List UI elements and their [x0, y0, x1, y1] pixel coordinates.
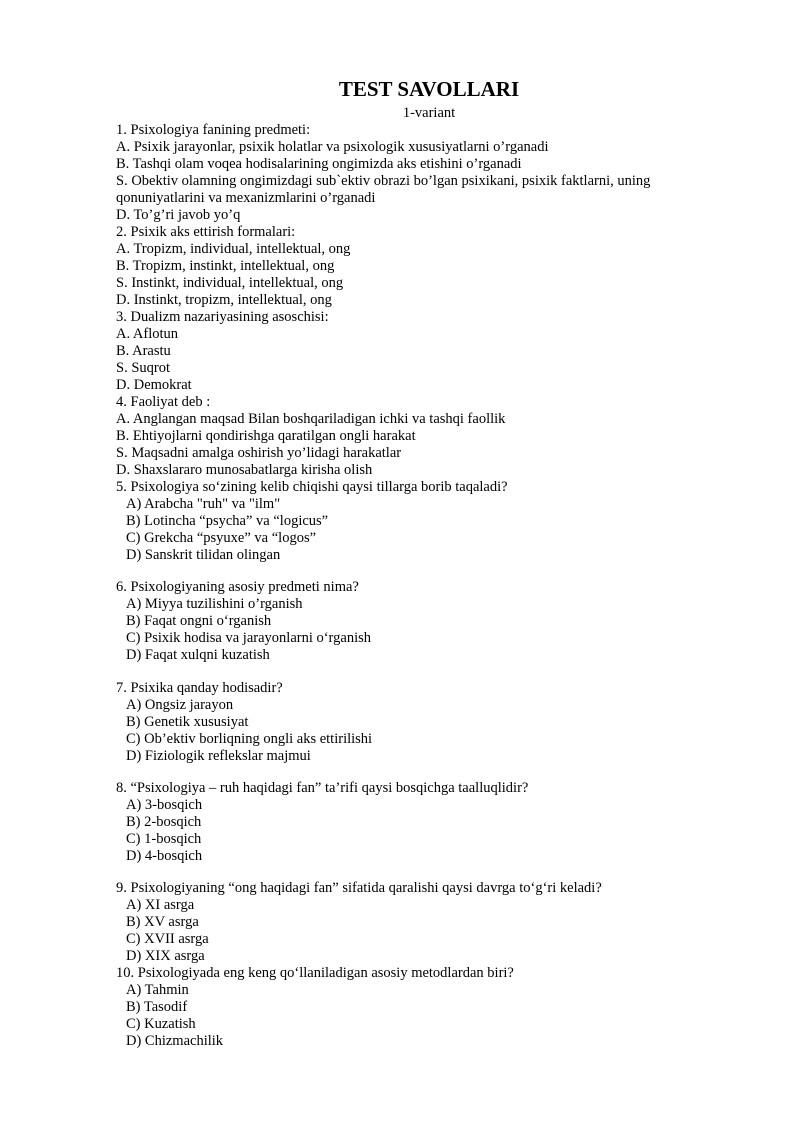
question-text: 9. Psixologiyaning “ong haqidagi fan” sifatida qaralishi qaysi davrga to‘g‘ri keladi?	[116, 880, 602, 896]
answer-option: A) XI asrga	[126, 897, 195, 913]
answer-option: S. Instinkt, individual, intellektual, ong	[116, 275, 344, 291]
answer-option: D. Demokrat	[116, 377, 192, 393]
question-text: 4. Faoliyat deb :	[116, 394, 211, 410]
answer-option: D. To’g’ri javob yo’q	[116, 207, 241, 223]
question-block-9-10	[116, 880, 676, 1050]
question-block-1-4	[116, 122, 676, 479]
answer-option: B. Arastu	[116, 343, 171, 359]
answer-option: S. Maqsadni amalga oshirish yo’lidagi harakatlar	[116, 445, 402, 461]
answer-option: A) 3-bosqich	[126, 797, 203, 813]
answer-option: A) Ongsiz jarayon	[126, 697, 234, 713]
answer-option: A. Aflotun	[116, 326, 179, 342]
answer-option: A) Tahmin	[126, 982, 189, 998]
answer-option: B) 2-bosqich	[126, 814, 202, 830]
answer-option: D) Fiziologik reflekslar majmui	[126, 748, 311, 764]
answer-option: B) Tasodif	[126, 999, 188, 1015]
answer-option: B) Faqat ongni o‘rganish	[126, 613, 272, 629]
answer-option: B) Lotincha “psycha” va “logicus”	[126, 513, 329, 529]
answer-option: B. Tashqi olam voqea hodisalarining ongimizda aks etishini o’rganadi	[116, 156, 522, 172]
answer-option: B) Genetik xususiyat	[126, 714, 249, 730]
answer-option: B. Ehtiyojlarni qondirishga qaratilgan ongli harakat	[116, 428, 416, 444]
answer-option: D. Instinkt, tropizm, intellektual, ong	[116, 292, 332, 308]
answer-option: B. Tropizm, instinkt, intellektual, ong	[116, 258, 335, 274]
variant-label: 1-variant	[402, 105, 456, 121]
answer-option: S. Suqrot	[116, 360, 170, 376]
answer-option: S. Obektiv olamning ongimizdagi sub`ektiv obrazi bo’lgan psixikani, psixik faktlarni, uning	[116, 173, 651, 189]
question-text: 8. “Psixologiya – ruh haqidagi fan” ta’rifi qaysi bosqichga taalluqlidir?	[116, 780, 529, 796]
question-block-6	[116, 579, 676, 664]
answer-option: qonuniyatlarini va mexanizmlarini o’rganadi	[116, 190, 376, 206]
answer-option: A. Anglangan maqsad Bilan boshqariladigan ichki va tashqi faollik	[116, 411, 506, 427]
question-text: 1. Psixologiya fanining predmeti:	[116, 122, 311, 138]
question-text: 5. Psixologiya so‘zining kelib chiqishi qaysi tillarga borib taqaladi?	[116, 479, 508, 495]
answer-option: D) Sanskrit tilidan olingan	[126, 547, 281, 563]
answer-option: A) Arabcha "ruh" va "ilm"	[126, 496, 281, 512]
answer-option: A. Tropizm, individual, intellektual, ong	[116, 241, 351, 257]
question-text: 2. Psixik aks ettirish formalari:	[116, 224, 296, 240]
question-text: 7. Psixika qanday hodisadir?	[116, 680, 283, 696]
answer-option: C) 1-bosqich	[126, 831, 202, 847]
question-block-5	[116, 479, 676, 564]
answer-option: C) Ob’ektiv borliqning ongli aks ettirilishi	[126, 731, 373, 747]
page-title: TEST SAVOLLARI	[338, 77, 520, 101]
answer-option: D) Faqat xulqni kuzatish	[126, 647, 270, 663]
answer-option: D) 4-bosqich	[126, 848, 203, 864]
answer-option: C) Grekcha “psyuxe” va “logos”	[126, 530, 317, 546]
question-text: 3. Dualizm nazariyasining asoschisi:	[116, 309, 329, 325]
question-text: 6. Psixologiyaning asosiy predmeti nima?	[116, 579, 359, 595]
question-block-7	[116, 680, 676, 765]
answer-option: B) XV asrga	[126, 914, 199, 930]
answer-option: C) Psixik hodisa va jarayonlarni o‘rganish	[126, 630, 371, 646]
answer-option: A. Psixik jarayonlar, psixik holatlar va psixologik xususiyatlarni o’rganadi	[116, 139, 549, 155]
answer-option: C) Kuzatish	[126, 1016, 196, 1032]
question-text: 10. Psixologiyada eng keng qo‘llaniladigan asosiy metodlardan biri?	[116, 965, 514, 981]
answer-option: D) XIX asrga	[126, 948, 205, 964]
answer-option: C) XVII asrga	[126, 931, 209, 947]
question-block-8	[116, 780, 676, 865]
answer-option: D. Shaxslararo munosabatlarga kirisha olish	[116, 462, 373, 478]
answer-option: A) Miyya tuzilishini o’rganish	[126, 596, 303, 612]
answer-option: D) Chizmachilik	[126, 1033, 224, 1049]
